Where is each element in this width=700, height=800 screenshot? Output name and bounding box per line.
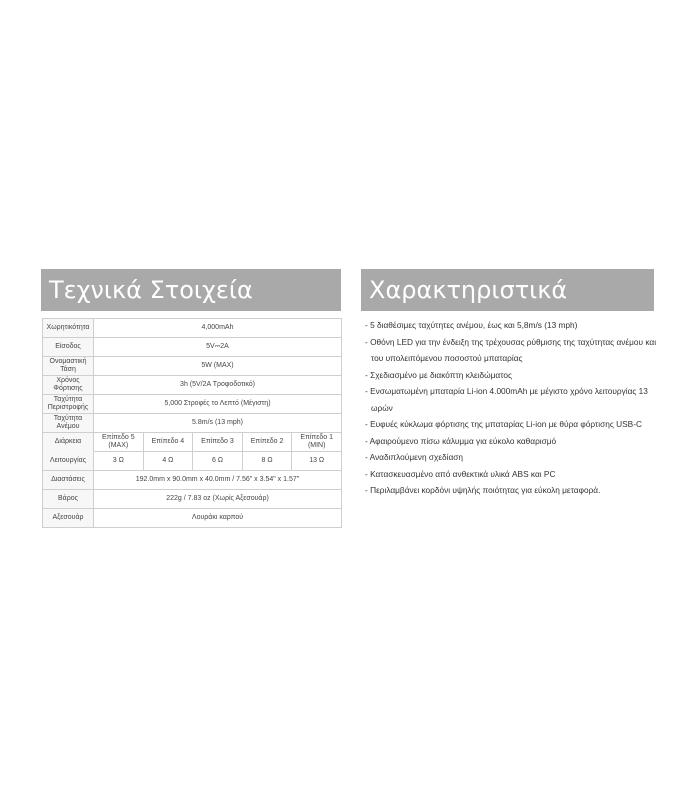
spec-value: 222g / 7.83 oz (Χωρίς Αξεσουάρ) (94, 490, 342, 509)
feature-item: - Ευφυές κύκλωμα φόρτισης της μπαταρίας Li-ion με θύρα φόρτισης USB-C (362, 416, 662, 433)
spec-row-capacity (43, 319, 342, 338)
operation-label-top: Διάρκεια (43, 433, 94, 452)
level-hours: 4 Ω (143, 452, 193, 471)
feature-item: - Ενσωματωμένη μπαταρία Li-ion 4.000mAh με μέγιστο χρόνο λειτουργίας 13 ωρών (362, 383, 662, 416)
spec-row-input (43, 338, 342, 357)
spec-row-operation-levels (43, 433, 342, 452)
spec-label: Διαστάσεις (43, 471, 94, 490)
spec-value: 5V⎓2A (94, 338, 342, 357)
spec-row-dimensions (43, 471, 342, 490)
spec-row-charge-time (43, 376, 342, 395)
spec-value: 5.8m/s (13 mph) (94, 414, 342, 433)
features-list (362, 317, 662, 499)
level-label: Επίπεδο 2 (242, 433, 292, 452)
feature-item: - Σχεδιασμένο με διακόπτη κλειδώματος (362, 367, 662, 384)
spec-title: Τεχνικά Στοιχεία (41, 269, 341, 311)
spec-value: 192.0mm x 90.0mm x 40.0mm / 7.56" x 3.54" x 1.57" (94, 471, 342, 490)
level-hours: 6 Ω (193, 452, 243, 471)
feature-item: - Οθόνη LED για την ένδειξη της τρέχουσας ρύθμισης της ταχύτητας ανέμου και του υπολειπόμενου ποσοστού μπαταρίας (362, 334, 662, 367)
spec-label: Ταχύτητα Ανέμου (43, 414, 94, 433)
spec-row-rated-voltage (43, 357, 342, 376)
spec-label: Χωρητικότητα (43, 319, 94, 338)
spec-label: Αξεσουάρ (43, 509, 94, 528)
feature-item: - Περιλαμβάνει κορδόνι υψηλής ποιότητας για εύκολη μεταφορά. (362, 482, 662, 499)
feature-item: - Αναδιπλούμενη σχεδίαση (362, 449, 662, 466)
spec-row-rotation-speed (43, 395, 342, 414)
level-hours: 13 Ω (292, 452, 342, 471)
spec-label: Βάρος (43, 490, 94, 509)
spec-value: 5W (MAX) (94, 357, 342, 376)
spec-row-accessories (43, 509, 342, 528)
spec-label: Ταχύτητα Περιστροφής (43, 395, 94, 414)
spec-label: Χρόνος Φόρτισης (43, 376, 94, 395)
spec-table (42, 318, 342, 528)
feature-item: - 5 διαθέσιμες ταχύτητες ανέμου, έως και 5,8m/s (13 mph) (362, 317, 662, 334)
spec-label: Ονομαστική Τάση (43, 357, 94, 376)
level-label: Επίπεδο 1 (MIN) (292, 433, 342, 452)
spec-value: 5,000 Στροφές το Λεπτό (Μέγιστη) (94, 395, 342, 414)
spec-row-operation-hours (43, 452, 342, 471)
spec-label: Είσοδος (43, 338, 94, 357)
level-hours: 3 Ω (94, 452, 144, 471)
spec-row-weight (43, 490, 342, 509)
feature-item: - Κατασκευασμένο από ανθεκτικά υλικά ABS και PC (362, 466, 662, 483)
feature-item: - Αφαιρούμενο πίσω κάλυμμα για εύκολο καθαρισμό (362, 433, 662, 450)
spec-value: Λουράκι καρπού (94, 509, 342, 528)
level-label: Επίπεδο 5 (MAX) (94, 433, 144, 452)
features-title: Χαρακτηριστικά (361, 269, 654, 311)
spec-value: 4,000mAh (94, 319, 342, 338)
operation-label-bottom: Λειτουργίας (43, 452, 94, 471)
level-hours: 8 Ω (242, 452, 292, 471)
level-label: Επίπεδο 4 (143, 433, 193, 452)
level-label: Επίπεδο 3 (193, 433, 243, 452)
spec-value: 3h (5V/2A Τροφοδοτικό) (94, 376, 342, 395)
spec-row-wind-speed (43, 414, 342, 433)
